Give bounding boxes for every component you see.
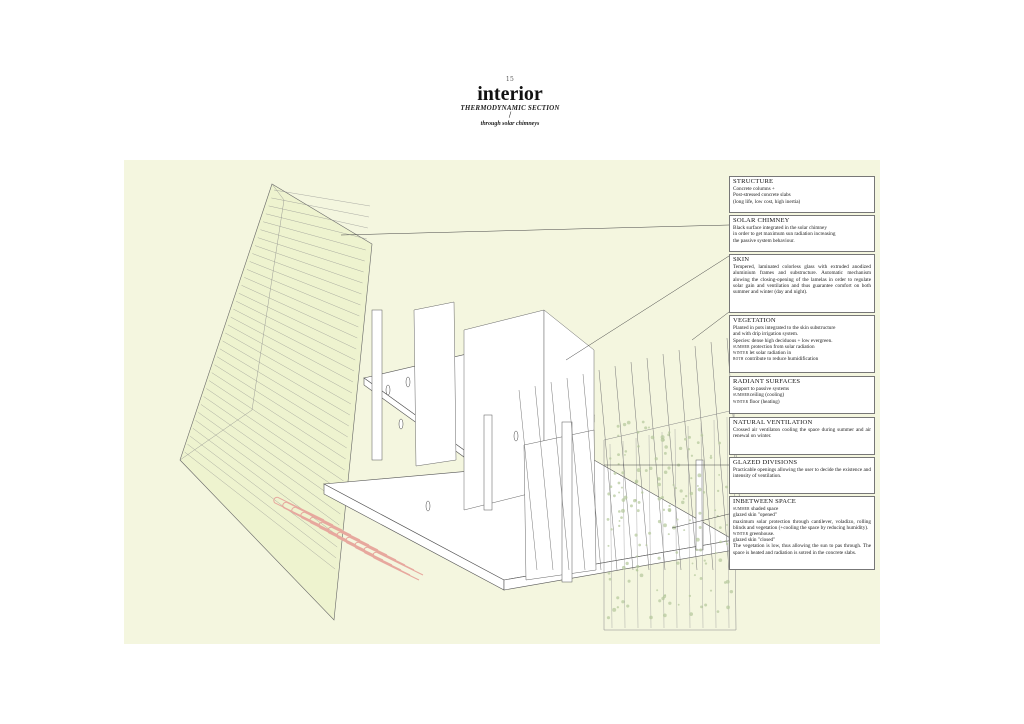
legend-inbetween-summer: $^{SUMMER}$ shaded space <box>733 506 779 513</box>
legend-inbetween-winter: $^{WINTER}$ greenhouse. <box>733 531 775 538</box>
page-title: interior <box>477 83 543 105</box>
legend-inbetween-line: glazed skin "closed" <box>733 537 776 544</box>
legend-structure <box>729 176 875 213</box>
legend-inbetween-space-heading: INBETWEEN SPACE <box>733 498 797 505</box>
legend-natural-ventilation <box>729 417 875 455</box>
legend-vegetation-line: Species: dense high deciduous + low evergreen. <box>733 337 833 344</box>
legend-solar-chimney-heading: SOLAR CHIMNEY <box>733 217 790 224</box>
legend-inbetween-line: glazed skin "opened" <box>733 512 777 519</box>
legend-natural-ventilation-heading: NATURAL VENTILATION <box>733 419 813 426</box>
legend-solar-chimney-line: the passive system behaviour. <box>733 237 795 244</box>
legend-glazed-divisions <box>729 457 875 494</box>
page-subtitle: THERMODYNAMIC SECTION <box>460 104 560 112</box>
legend-skin-heading: SKIN <box>733 256 750 263</box>
legend-structure-heading: STRUCTURE <box>733 178 774 185</box>
page-header <box>430 76 590 127</box>
legend-vegetation-winter: $^{WINTER}$ let solar radiation in <box>733 350 792 357</box>
legend-structure-line: (long life, low cost, high inertia) <box>733 198 801 205</box>
legend-vegetation-heading: VEGETATION <box>733 317 776 324</box>
legend-radiant-surfaces <box>729 376 875 414</box>
legend-radiant-surfaces-winter: $^{WINTER}$ floor (heating) <box>733 398 780 405</box>
legend-inbetween-text: maximum solar protection through cantilever, voladizo, rolling blinds and vegetation (+cooling the space by reducing humidity). <box>733 518 871 531</box>
legend-structure-line: Concrete columns + <box>733 186 775 193</box>
legend-radiant-surfaces-summer: $^{SUMMER}$ceiling (cooling) <box>733 392 785 399</box>
legend-vegetation <box>729 315 875 373</box>
legend-vegetation-line: and with drip irrigation system. <box>733 331 799 338</box>
legend-natural-ventilation-text: Crossed air ventilaton cooling the space during summer and air renewal on winter. <box>733 427 871 440</box>
legend-glazed-divisions-text: Practicable openings allowing the user to decide the existence and intensity of ventilation. <box>733 467 871 480</box>
legend-vegetation-summer: $^{SUMMER}$ protection from solar radiation <box>733 343 815 350</box>
legend-solar-chimney-line: in order to get maximum sun radiation increasing <box>733 231 836 238</box>
legend-solar-chimney <box>729 215 875 252</box>
page-number: 15 <box>505 76 515 83</box>
legend-skin <box>729 254 875 313</box>
solar-chimney <box>180 184 372 620</box>
title-divider: / <box>508 111 512 119</box>
legend-skin-text: Tempered, laminated colorless glass with extruded anodized aluminium frames and substructure. Automatic mechanism alowing the closing-opening of the lamelas in order to regulate solar gain and ventilation and thus guarantee comfort on both summer and winter (day and night). <box>733 264 871 296</box>
legend-glazed-divisions-heading: GLAZED DIVISIONS <box>733 459 798 466</box>
page-caption: through solar chimneys <box>480 121 540 127</box>
legend-radiant-surfaces-heading: RADIANT SURFACES <box>733 378 801 385</box>
legend-inbetween-text: The vegetation is low, thus allowing the sun to pas through. The space is heated and radiation is sotred in the concrete slabs. <box>733 543 871 556</box>
legend-solar-chimney-line: Black surface integrated in the solar chimney <box>733 225 827 232</box>
legend-vegetation-both: $^{BOTH}$ contribute to reduce humidification <box>733 356 819 363</box>
legend-structure-line: Post-stressed concrete slabs <box>733 192 791 199</box>
legend-vegetation-line: Planted in pots integrated to the skin substructure <box>733 325 836 332</box>
legend-radiant-surfaces-line: Support to passive systems <box>733 386 790 393</box>
legend-inbetween-space <box>729 496 875 570</box>
